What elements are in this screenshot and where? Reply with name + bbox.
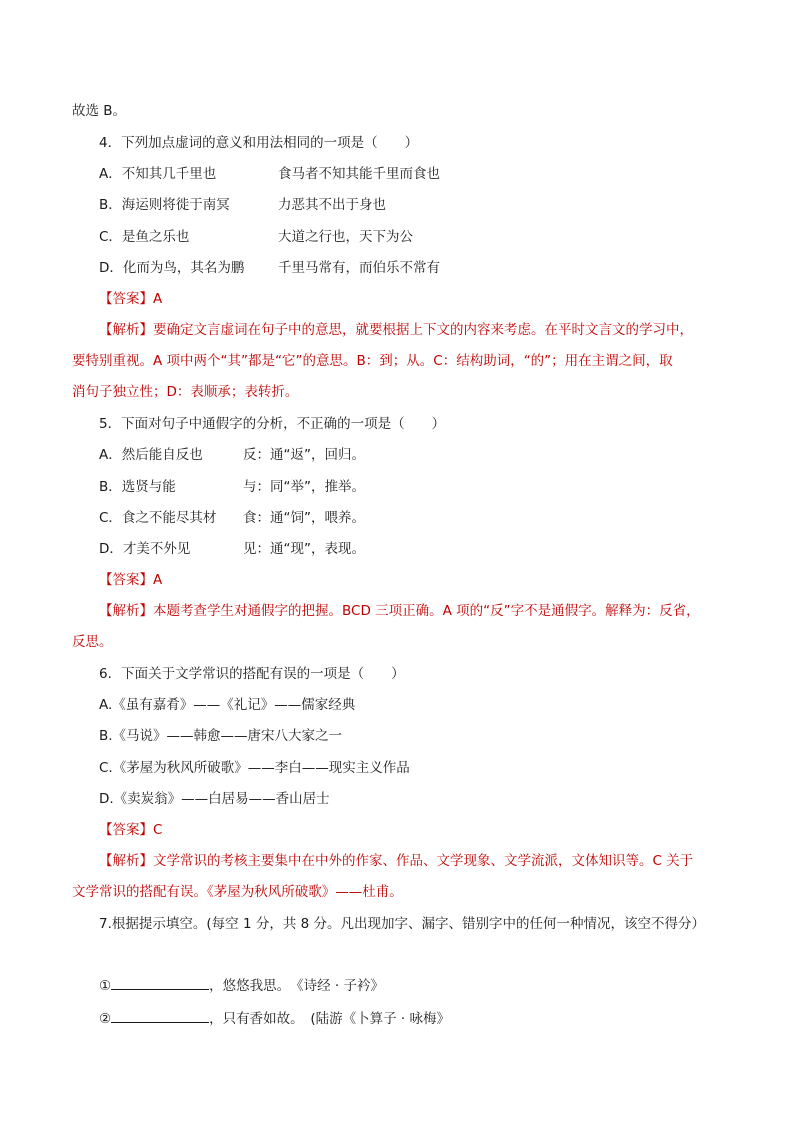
q5-option-b-left: B．选贤与能 <box>99 479 176 495</box>
q5-option-c-right: 食：通“饲”，喂养。 <box>243 510 365 526</box>
q5-analysis <box>72 596 722 658</box>
item-text: ，只有香如故。 (陆游《卜算子 · 咏梅》 <box>209 1011 450 1027</box>
analysis-line: 文学常识的搭配有误。《茅屋为秋风所破歌》——杜甫。 <box>72 884 403 900</box>
q7-stem: 7.根据提示填空。(每空 1 分，共 8 分。凡出现加字、漏字、错别字中的任何一种情况，该空不得分） <box>99 916 705 932</box>
q4-option-a-right: 食马者不知其能千里而食也 <box>278 166 440 182</box>
q5-option-d-left: D．才美不外见 <box>99 541 191 557</box>
q4-option-b-right: 力恶其不出于身也 <box>278 197 386 213</box>
q6-answer <box>99 820 162 840</box>
q7-item-2 <box>99 1008 450 1029</box>
q4-analysis <box>72 315 722 408</box>
analysis-line: 本题考查学生对通假字的把握。BCD 三项正确。A 项的“反”字不是通假字。解释为：反省， <box>153 603 700 619</box>
q4-option-c-right: 大道之行也，天下为公 <box>278 229 413 245</box>
analysis-line: 文学常识的考核主要集中在中外的作家、作品、文学现象、文学流派，文体知识等。C 关于 <box>153 853 694 869</box>
analysis-label: 【解析】 <box>99 603 153 619</box>
q6-option-b: B.《马说》——韩愈——唐宋八大家之一 <box>99 728 343 744</box>
answer-label: 【答案】 <box>99 822 153 838</box>
q5-option-b-right: 与：同“举”，推举。 <box>243 479 365 495</box>
q6-analysis <box>72 846 722 908</box>
item-number: ② <box>99 1011 112 1027</box>
q4-option-a-left: A．不知其几千里也 <box>99 166 217 182</box>
q4-option-b-left: B．海运则将徙于南冥 <box>99 197 230 213</box>
answer-value: A <box>153 572 163 588</box>
q5-option-c-left: C．食之不能尽其材 <box>99 510 217 526</box>
q4-option-d-left: D．化而为鸟，其名为鹏 <box>99 260 245 276</box>
prev-answer-conclusion: 故选 B。 <box>72 103 127 119</box>
q6-option-a: A.《虽有嘉肴》——《礼记》——儒家经典 <box>99 697 356 713</box>
fill-blank[interactable] <box>111 975 209 990</box>
analysis-line: 反思。 <box>72 634 113 650</box>
answer-label: 【答案】 <box>99 291 153 307</box>
analysis-line: 要特别重视。A 项中两个“其”都是“它”的意思。B：到；从。C：结构助词，“的”；用在主谓之间，取 <box>72 353 673 369</box>
answer-value: C <box>153 822 163 838</box>
analysis-line: 消句子独立性；D：表顺承；表转折。 <box>72 384 299 400</box>
q6-option-d: D.《卖炭翁》——白居易——香山居士 <box>99 791 330 807</box>
q5-option-a-left: A．然后能自反也 <box>99 447 203 463</box>
q4-stem: 4．下列加点虚词的意义和用法相同的一项是（ ） <box>99 135 419 151</box>
analysis-label: 【解析】 <box>99 322 153 338</box>
q4-answer <box>99 289 162 309</box>
answer-value: A <box>153 291 163 307</box>
q4-option-d-right: 千里马常有，而伯乐不常有 <box>278 260 440 276</box>
q5-stem: 5．下面对句子中通假字的分析，不正确的一项是（ ） <box>99 416 446 432</box>
item-number: ① <box>99 978 112 994</box>
q4-option-c-left: C．是鱼之乐也 <box>99 229 190 245</box>
q5-answer <box>99 570 162 590</box>
analysis-label: 【解析】 <box>99 853 153 869</box>
answer-label: 【答案】 <box>99 572 153 588</box>
fill-blank[interactable] <box>111 1008 209 1023</box>
q6-stem: 6．下面关于文学常识的搭配有误的一项是（ ） <box>99 666 405 682</box>
analysis-line: 要确定文言虚词在句子中的意思，就要根据上下文的内容来考虑。在平时文言文的学习中， <box>153 322 693 338</box>
q5-option-d-right: 见：通“现”，表现。 <box>243 541 365 557</box>
item-text: ，悠悠我思。 《诗经 · 子衿》 <box>209 978 384 994</box>
q4-option-a <box>99 164 216 184</box>
q6-option-c: C.《茅屋为秋风所破歌》——李白——现实主义作品 <box>99 760 410 776</box>
q5-option-a-right: 反：通“返”，回归。 <box>243 447 365 463</box>
q7-item-1 <box>99 975 384 996</box>
